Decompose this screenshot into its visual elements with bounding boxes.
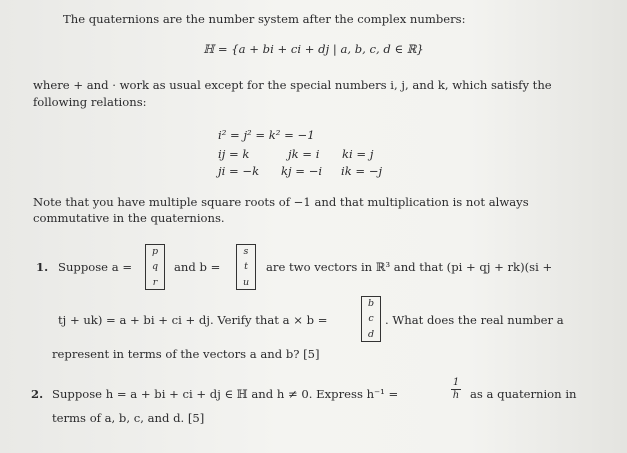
- note-line-2: commutative in the quaternions.: [33, 211, 225, 225]
- vector-b-u: u: [242, 276, 250, 288]
- where-line-2: following relations:: [33, 95, 147, 109]
- fraction-denominator: h: [452, 390, 460, 401]
- problem-1-number: 1.: [36, 260, 49, 274]
- vector-a-r: r: [152, 276, 158, 288]
- vector-cross-b: b: [367, 298, 375, 310]
- problem-2-number: 2.: [31, 387, 44, 401]
- relation-row-1: i² = j² = k² = −1: [218, 128, 315, 142]
- problem-1-line-2: tj + uk) = a + bi + ci + dj. Verify that a × b =: [58, 313, 328, 327]
- vector-cross: [361, 296, 381, 342]
- fraction-numerator: 1: [452, 377, 460, 388]
- intro-sentence: The quaternions are the number system after the complex numbers:: [63, 12, 466, 26]
- vector-a-q: q: [151, 261, 159, 273]
- relation-jk: jk = i: [288, 147, 320, 161]
- problem-1-line-3: represent in terms of the vectors a and b? [5]: [52, 347, 320, 361]
- where-line-1: where + and · work as usual except for the special numbers i, j, and k, which satisfy the: [33, 78, 552, 92]
- vector-cross-d: d: [367, 328, 375, 340]
- relation-ji: ji = −k: [218, 164, 260, 178]
- relation-kj: kj = −i: [281, 164, 323, 178]
- note-line-1: Note that you have multiple square roots of −1 and that multiplication is not always: [33, 195, 529, 209]
- vector-b: [236, 244, 256, 290]
- vector-a-p: p: [151, 246, 159, 258]
- problem-2-line-1-tail: as a quaternion in: [470, 387, 577, 401]
- set-definition: ℍ = {a + bi + ci + dj | a, b, c, d ∈ ℝ}: [203, 42, 424, 56]
- problem-2-line-2: terms of a, b, c, and d. [5]: [52, 411, 205, 425]
- relation-ij: ij = k: [218, 147, 250, 161]
- vector-a: [145, 244, 165, 290]
- relation-ik: ik = −j: [341, 164, 383, 178]
- relation-ki: ki = j: [342, 147, 374, 161]
- vector-b-t: t: [244, 261, 248, 273]
- vector-b-s: s: [243, 246, 249, 258]
- problem-1-and-b: and b =: [174, 260, 221, 274]
- problem-1-suppose-a: Suppose a =: [58, 260, 133, 274]
- fraction-one-over-h: [449, 377, 463, 401]
- problem-2-line-1: Suppose h = a + bi + ci + dj ∈ ℍ and h ≠ 0. Express h⁻¹ =: [52, 387, 399, 401]
- vector-cross-c: c: [368, 313, 374, 325]
- problem-1-line-2-tail: . What does the real number a: [385, 313, 564, 327]
- problem-1-tail-1: are two vectors in ℝ³ and that (pi + qj + rk)(si +: [266, 260, 553, 274]
